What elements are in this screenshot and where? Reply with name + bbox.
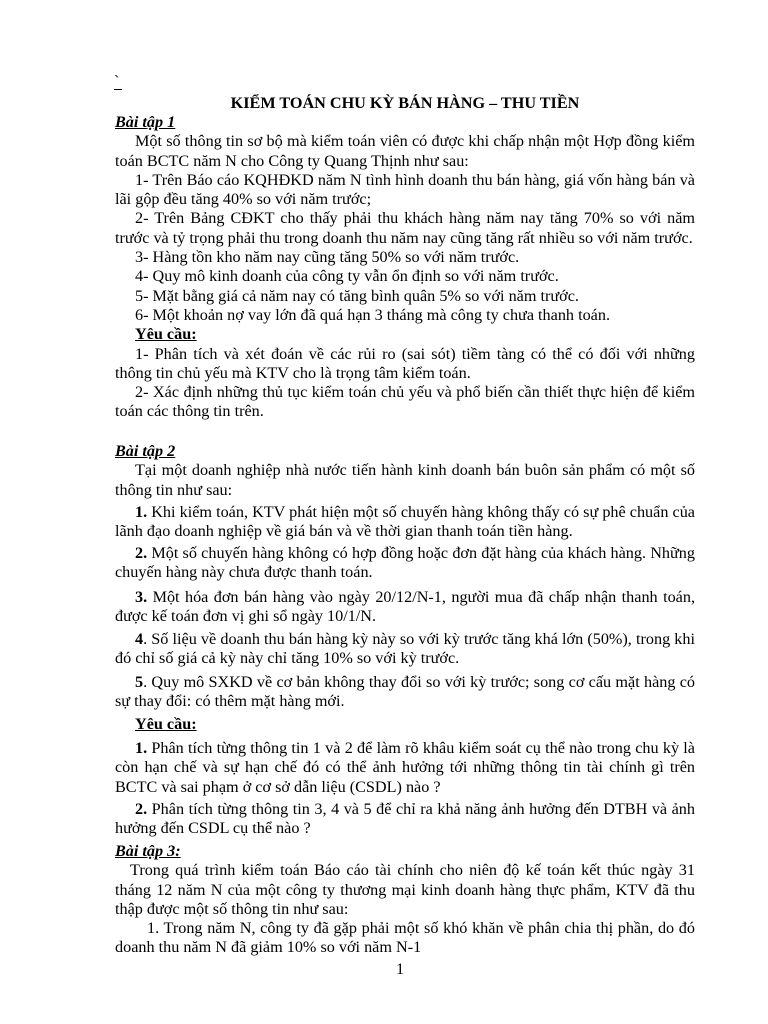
item-text: . Số liệu về doanh thu bán hàng kỳ này so với kỳ trước tăng khá lớn (50%), trong khi đó chỉ số giá cả kỳ này chỉ tăng 10% so với kỳ trước. <box>115 630 695 668</box>
exercise-2-item <box>115 588 695 627</box>
exercise-2-item <box>115 544 695 583</box>
requirement-text: Phân tích từng thông tin 3, 4 và 5 để chỉ ra khả năng ảnh hưởng đến DTBH và ảnh hưởng đến CSDL cụ thể nào ? <box>115 800 695 838</box>
item-text: . Quy mô SXKD về cơ bản không thay đổi so với kỳ trước; song cơ cấu mặt hàng có sự thay đổi: có thêm mặt hàng mới. <box>115 673 695 711</box>
requirement-text: Phân tích từng thông tin 1 và 2 để làm rõ khâu kiểm soát cụ thể nào trong chu kỳ là còn hạn chế và sự hạn chế đó có thể ảnh hưởng tới những thông tin tài chính gì trên BCTC và sai phạm ở cơ sở dẫn liệu (CSDL) nào ? <box>115 739 695 796</box>
item-number: 1. <box>135 503 148 521</box>
exercise-2-item <box>115 630 695 669</box>
exercise-2-requirement-label: Yêu cầu: <box>135 715 197 733</box>
exercise-3-intro: Trong quá trình kiểm toán Báo cáo tài chính cho niên độ kế toán kết thúc ngày 31 tháng 12 năm N của một công ty thương mại kinh doanh hàng thực phẩm, KTV đã thu thập được một số thông tin như sau: <box>115 861 695 918</box>
item-number: 4 <box>135 630 144 648</box>
exercise-2-requirement-label-block <box>115 715 695 734</box>
exercise-1-item: 1- Trên Báo cáo KQHĐKD năm N tình hình doanh thu bán hàng, giá vốn hàng bán và lãi gộp đều tăng 40% so với năm trước; <box>115 170 695 209</box>
exercise-1-item: 2- Trên Bảng CĐKT cho thấy phải thu khách hàng năm nay tăng 70% so với năm trước và tỷ trọng phải thu trong doanh thu năm nay cũng tăng rất nhiều so với năm trước. <box>115 209 695 247</box>
item-text: Khi kiểm toán, KTV phát hiện một số chuyến hàng không thấy có sự phê chuẩn của lãnh đạo doanh nghiệp về giá bán và về thời gian thanh toán tiền hàng. <box>115 503 695 541</box>
exercise-1 <box>115 113 695 422</box>
exercise-2-heading: Bài tập 2 <box>115 442 176 460</box>
exercise-1-item: 3- Hàng tồn kho năm nay cũng tăng 50% so với năm trước. <box>135 248 520 267</box>
exercise-3-item: 1. Trong năm N, công ty đã gặp phải một số khó khăn về phân chia thị phần, do đó doanh thu năm N đã giảm 10% so với năm N-1 <box>115 919 695 957</box>
exercise-3 <box>115 842 695 958</box>
exercise-3-heading: Bài tập 3: <box>115 842 181 860</box>
exercise-2-requirement <box>115 800 695 839</box>
page-title: KIỂM TOÁN CHU KỲ BÁN HÀNG – THU TIỀN <box>230 94 580 112</box>
exercise-2-requirement <box>115 739 695 797</box>
item-number: 3. <box>135 588 148 606</box>
item-number: 5 <box>135 673 144 691</box>
requirement-number: 2. <box>135 800 148 818</box>
exercise-2-item <box>115 503 695 542</box>
exercise-1-item: 4- Quy mô kinh doanh của công ty vẫn ổn định so với năm trước. <box>135 267 559 286</box>
item-text: Một hóa đơn bán hàng vào ngày 20/12/N-1, người mua đã chấp nhận thanh toán, được kế toán đơn vị ghi sổ ngày 10/1/N. <box>115 588 695 626</box>
exercise-2 <box>115 442 695 500</box>
exercise-1-requirement: 1- Phân tích và xét đoán về các rủi ro (sai sót) tiềm tàng có thể có đối với những thông tin chủ yếu mà KTV cho là trọng tâm kiểm toán. <box>115 344 695 382</box>
item-number: 2. <box>135 544 148 562</box>
exercise-1-item: 5- Mặt bằng giá cả năm nay có tăng bình quân 5% so với năm trước. <box>135 286 579 305</box>
exercise-1-item: 6- Một khoản nợ vay lớn đã quá hạn 3 tháng mà công ty chưa thanh toán. <box>135 305 610 324</box>
item-text: Một số chuyến hàng không có hợp đồng hoặc đơn đặt hàng của khách hàng. Những chuyến hàng này chưa được thanh toán. <box>115 544 695 582</box>
exercise-1-requirement-label: Yêu cầu: <box>135 325 197 344</box>
page-number: 1 <box>396 960 405 978</box>
requirement-number: 1. <box>135 739 148 757</box>
underline-mark <box>114 89 122 90</box>
backtick-mark: ` <box>114 72 120 90</box>
exercise-1-heading: Bài tập 1 <box>115 113 176 131</box>
exercise-1-intro: Một số thông tin sơ bộ mà kiểm toán viên có được khi chấp nhận một Hợp đồng kiểm toán BCTC năm N cho Công ty Quang Thịnh như sau: <box>115 132 695 170</box>
exercise-2-intro: Tại một doanh nghiệp nhà nước tiến hành kinh doanh bán buôn sản phẩm có một số thông tin như sau: <box>115 461 695 499</box>
exercise-1-requirement: 2- Xác định những thủ tục kiểm toán chủ yếu và phổ biến cần thiết thực hiện để kiểm toán các thông tin trên. <box>115 383 695 421</box>
exercise-2-item <box>115 673 695 712</box>
